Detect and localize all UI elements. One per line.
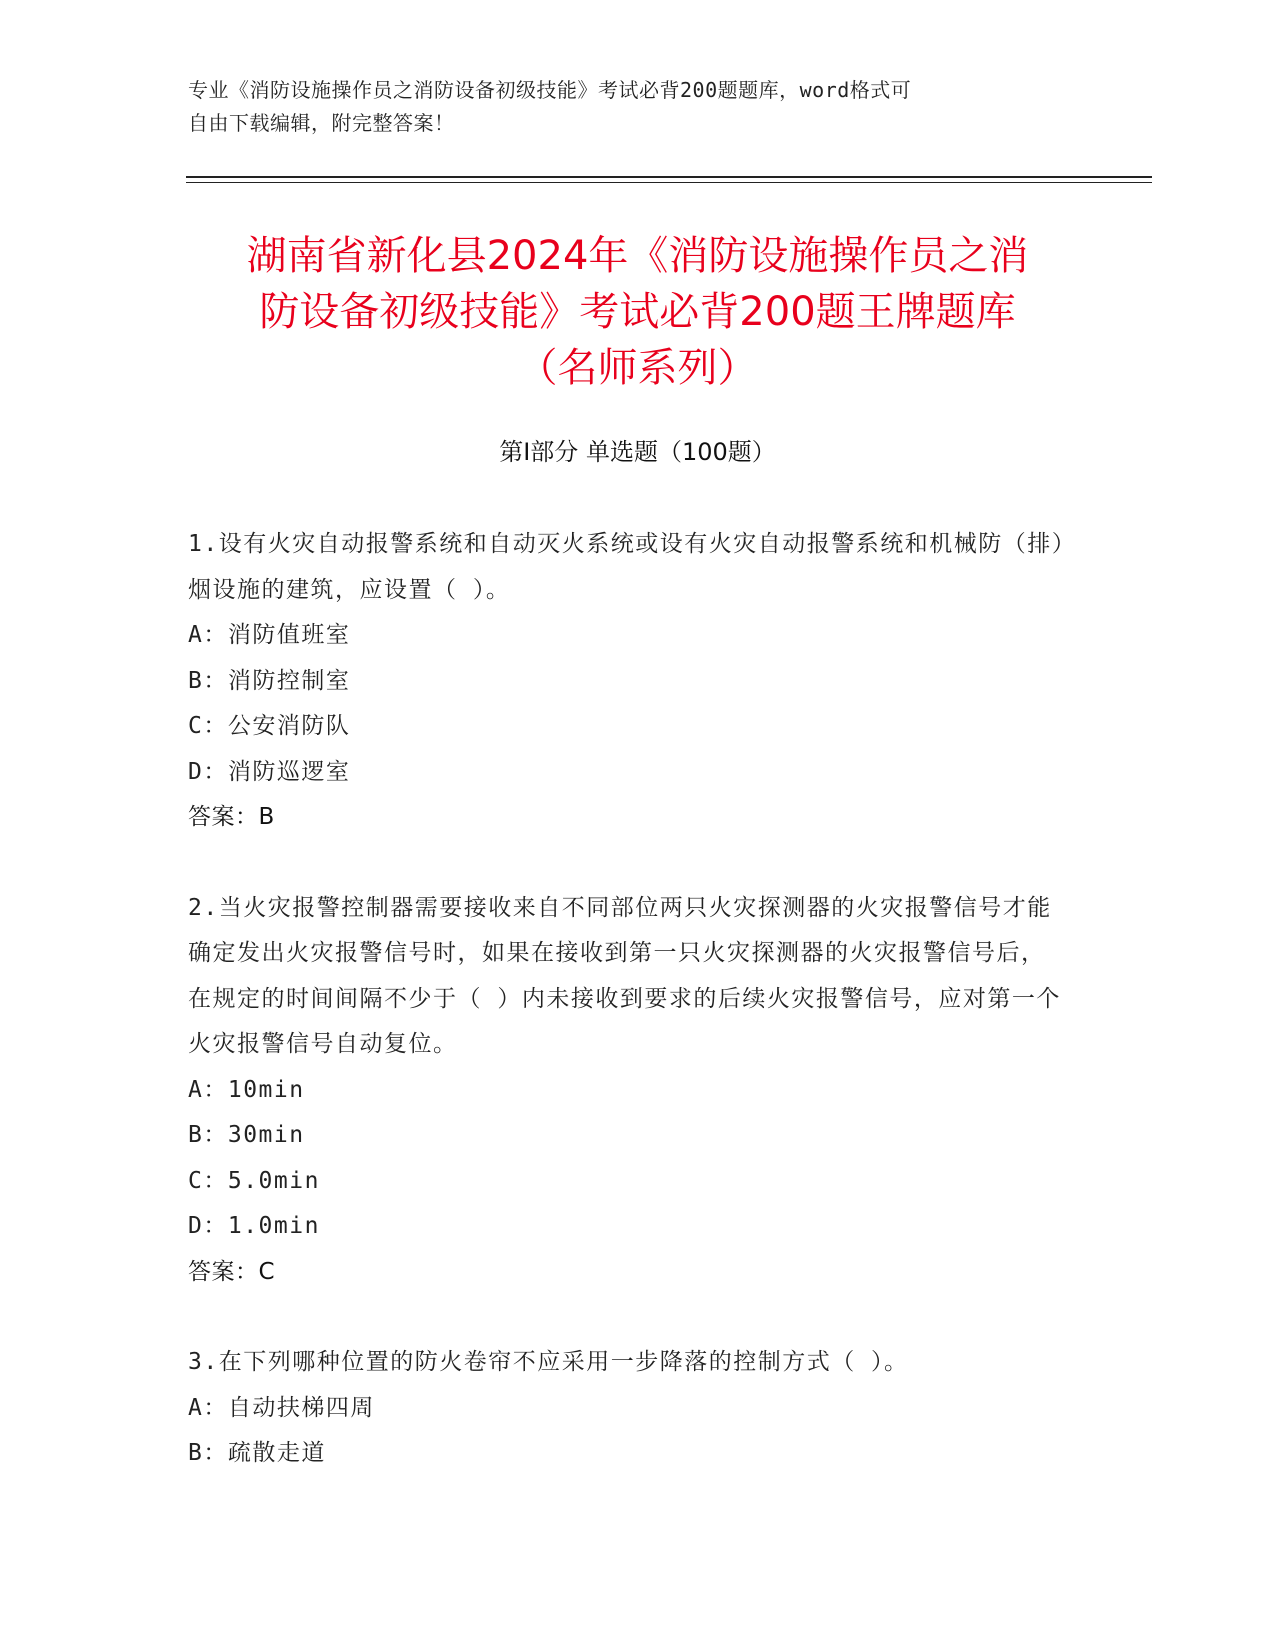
- option-c: C：公安消防队: [188, 713, 351, 739]
- option-c: C：5.0min: [188, 1167, 320, 1194]
- answer-line: 答案：C: [188, 1258, 276, 1285]
- title-line-3: （名师系列）: [517, 345, 758, 391]
- title-line-1: 湖南省新化县2024年《消防设施操作员之消: [246, 233, 1029, 279]
- header-rule-thin: [186, 182, 1152, 183]
- header-note: [188, 74, 1068, 140]
- document-title: [150, 228, 1125, 396]
- question-list: [188, 522, 1068, 1522]
- header-note-line-2: 自由下载编辑，附完整答案！: [188, 111, 455, 135]
- title-line-2: 防设备初级技能》考试必背200题王牌题库: [259, 289, 1016, 335]
- option-a: A：自动扶梯四周: [188, 1394, 375, 1421]
- question-stem: 3.在下列哪种位置的防火卷帘不应采用一步降落的控制方式（ ）。: [188, 1349, 909, 1375]
- option-b: B：疏散走道: [188, 1440, 326, 1466]
- question-stem: 1.设有火灾自动报警系统和自动灭火系统或设有火灾自动报警系统和机械防（排）烟设施的建筑，应设置（ ）。: [188, 531, 1065, 603]
- question-3: [188, 1340, 1068, 1477]
- option-d: D：1.0min: [188, 1213, 320, 1239]
- header-note-line-1: 专业《消防设施操作员之消防设备初级技能》考试必背200题题库，word格式可: [188, 78, 912, 102]
- option-a: A：10min: [188, 1076, 305, 1103]
- question-1: [188, 522, 1068, 841]
- option-d: D：消防巡逻室: [188, 758, 351, 785]
- section-heading: 第Ⅰ部分 单选题（100题）: [499, 438, 776, 466]
- question-stem: 2.当火灾报警控制器需要接收来自不同部位两只火灾探测器的火灾报警信号才能确定发出火灾报警信号时，如果在接收到第一只火灾探测器的火灾报警信号后，在规定的时间间隔不少于（ ）内未接收到要求的后续火灾报警信号，应对第一个火灾报警信号自动复位。: [188, 894, 1061, 1057]
- header-rule-thick: [186, 176, 1152, 178]
- option-b: B：30min: [188, 1122, 305, 1148]
- question-2: [188, 886, 1068, 1296]
- answer-line: 答案：B: [188, 804, 275, 830]
- option-b: B：消防控制室: [188, 667, 351, 694]
- option-a: A：消防值班室: [188, 622, 351, 648]
